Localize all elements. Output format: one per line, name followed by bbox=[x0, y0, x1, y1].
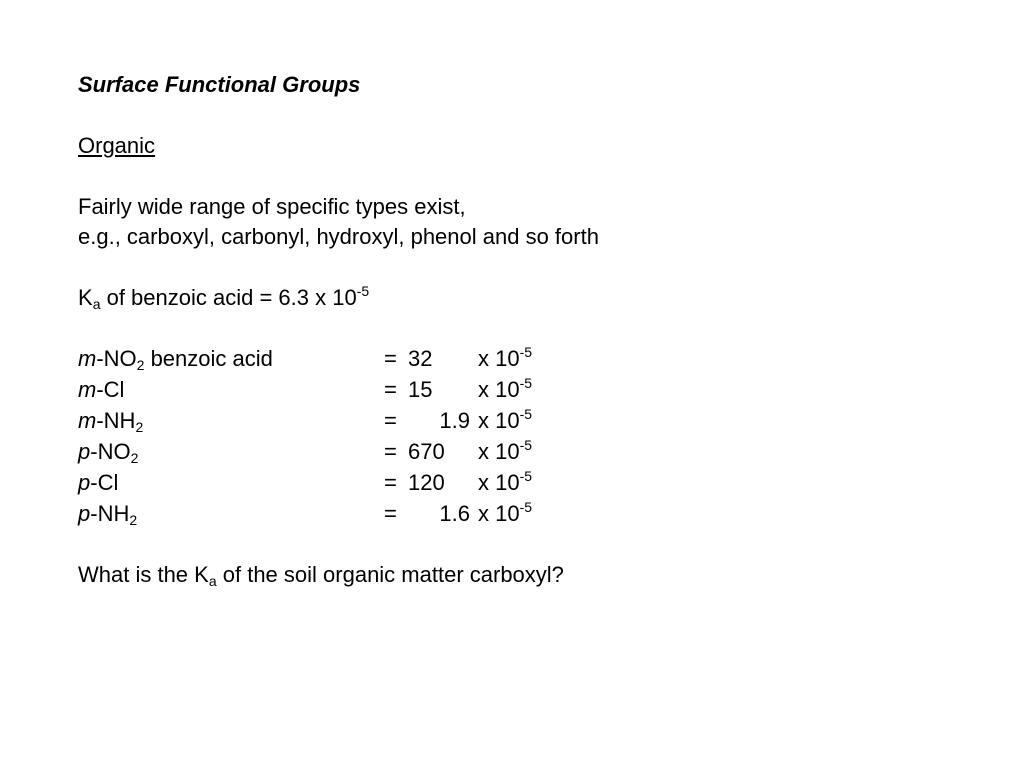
row-value: 670 bbox=[408, 439, 445, 464]
row-prefix: m bbox=[78, 408, 97, 433]
ka-row bbox=[78, 468, 978, 499]
row-exponent: -5 bbox=[519, 406, 533, 422]
ka-subscript: a bbox=[92, 296, 101, 312]
row-value: 120 bbox=[408, 470, 445, 495]
row-equals: = bbox=[384, 501, 397, 526]
row-multiplier: x 10 bbox=[478, 439, 520, 464]
ka-row bbox=[78, 437, 978, 468]
row-value: 1.9 bbox=[439, 408, 470, 433]
ka-benzoic-line bbox=[78, 283, 978, 313]
row-subscript: 2 bbox=[135, 419, 144, 435]
ka-row bbox=[78, 406, 978, 437]
row-equals: = bbox=[384, 377, 397, 402]
row-exponent: -5 bbox=[519, 499, 533, 515]
question-line bbox=[78, 560, 978, 590]
row-equals: = bbox=[384, 346, 397, 371]
intro-line-1: Fairly wide range of specific types exist, bbox=[78, 194, 466, 219]
ka-text: of benzoic acid = 6.3 x 10 bbox=[100, 285, 357, 310]
row-base: -NO bbox=[96, 346, 137, 371]
row-multiplier: x 10 bbox=[478, 346, 520, 371]
row-base: -Cl bbox=[90, 470, 119, 495]
row-prefix: p bbox=[78, 470, 91, 495]
row-multiplier: x 10 bbox=[478, 377, 520, 402]
row-suffix: benzoic acid bbox=[144, 346, 273, 371]
row-multiplier: x 10 bbox=[478, 470, 520, 495]
row-base: -NH bbox=[96, 408, 136, 433]
section-heading: Organic bbox=[78, 133, 156, 158]
row-equals: = bbox=[384, 439, 397, 464]
intro-line-2: e.g., carboxyl, carbonyl, hydroxyl, phenol and so forth bbox=[78, 224, 599, 249]
ka-row bbox=[78, 499, 978, 530]
ka-row bbox=[78, 344, 978, 375]
row-base: -NH bbox=[90, 501, 130, 526]
question-pre: What is the K bbox=[78, 562, 209, 587]
slide-content bbox=[78, 70, 978, 590]
ka-row bbox=[78, 375, 978, 406]
row-exponent: -5 bbox=[519, 468, 533, 484]
row-prefix: m bbox=[78, 346, 97, 371]
row-multiplier: x 10 bbox=[478, 408, 520, 433]
row-subscript: 2 bbox=[129, 512, 138, 528]
row-prefix: m bbox=[78, 377, 97, 402]
question-subscript: a bbox=[208, 573, 217, 589]
question-post: of the soil organic matter carboxyl? bbox=[216, 562, 564, 587]
row-value: 32 bbox=[408, 346, 433, 371]
row-base: -Cl bbox=[96, 377, 125, 402]
row-exponent: -5 bbox=[519, 375, 533, 391]
slide-title: Surface Functional Groups bbox=[78, 72, 361, 97]
row-subscript: 2 bbox=[130, 450, 139, 466]
row-exponent: -5 bbox=[519, 437, 533, 453]
row-prefix: p bbox=[78, 439, 91, 464]
row-equals: = bbox=[384, 408, 397, 433]
row-subscript: 2 bbox=[136, 357, 145, 373]
row-equals: = bbox=[384, 470, 397, 495]
ka-symbol: K bbox=[78, 285, 93, 310]
row-value: 15 bbox=[408, 377, 433, 402]
row-base: -NO bbox=[90, 439, 131, 464]
row-multiplier: x 10 bbox=[478, 501, 520, 526]
ka-exponent: -5 bbox=[356, 283, 370, 299]
row-value: 1.6 bbox=[439, 501, 470, 526]
row-prefix: p bbox=[78, 501, 91, 526]
row-exponent: -5 bbox=[519, 344, 533, 360]
